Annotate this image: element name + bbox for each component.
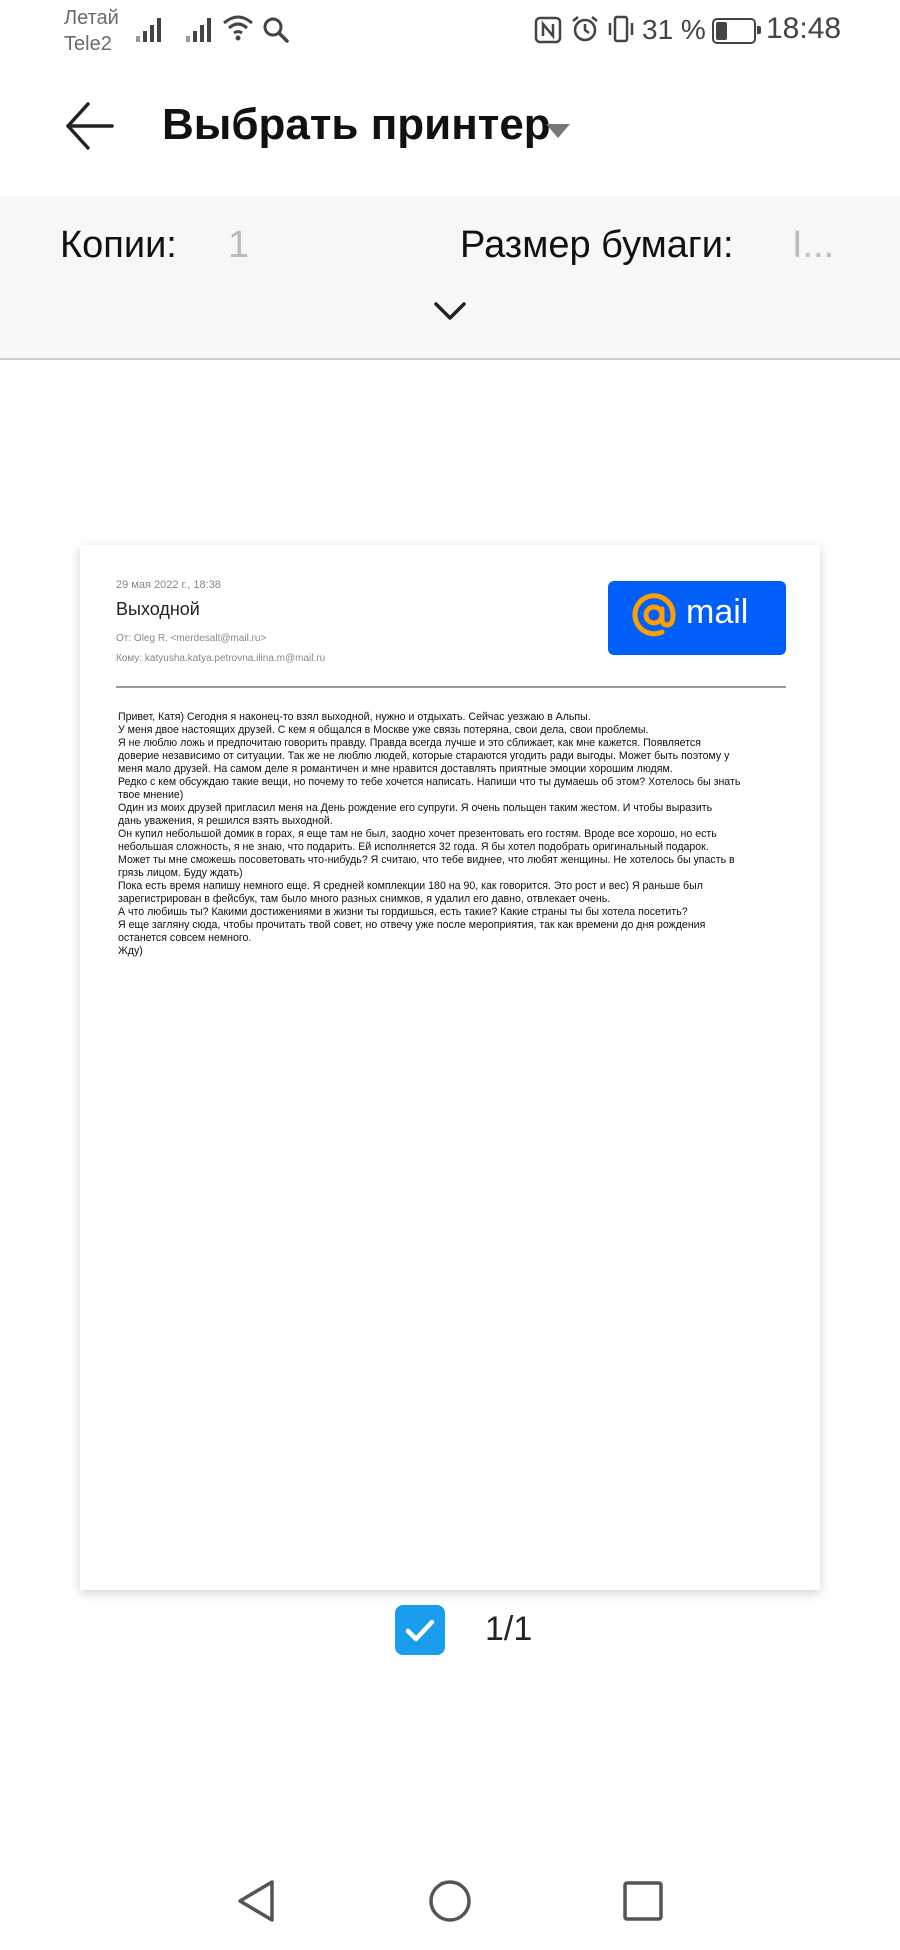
at-sign-icon [632,593,676,637]
body-line: Привет, Катя) Сегодня я наконец-то взял выходной, нужно и отдыхать. Сейчас уезжаю в Альпы. [118,711,591,723]
search-icon [262,16,290,44]
mail-logo-text: mail [686,593,749,631]
battery-level [716,22,727,40]
caret-down-icon[interactable] [546,124,570,138]
battery-percent: 31 % [642,14,706,45]
email-to: Кому: katyusha.katya.petrovna.ilina.m@mail.ru [116,653,326,664]
print-options-panel [0,196,900,360]
body-line: меня мало друзей. На самом деле я романтичен и мне нравится доставлять приятные эмоции хорошим людям. [118,763,673,775]
vibrate-icon [606,14,636,44]
alarm-icon [570,14,600,44]
nfc-icon [534,16,562,44]
email-from: От: Oleg R. <merdesalt@mail.ru> [116,633,267,644]
body-line: останется совсем немного. [118,932,252,944]
wifi-icon [222,14,254,42]
email-body [118,711,788,958]
carrier-name-1: Летай [64,7,119,29]
body-line: твое мнение) [118,789,184,801]
body-line: Может ты мне сможешь посоветовать что-нибудь? Я считаю, что тебе виднее, что любят женщины. Не хотелось бы упасть в [118,854,735,866]
nav-home-icon[interactable] [425,1876,475,1926]
body-line: доверие независимо от ситуации. Так же не люблю людей, которые стараются угодить ради выгоды. Может быть поэтому у [118,750,730,762]
carrier-name-2: Tele2 [64,33,112,55]
checkmark-icon [395,1605,445,1655]
body-line: дань уважения, я решился взять выходной. [118,815,333,827]
battery-icon [712,18,756,44]
clock: 18:48 [766,12,842,45]
status-bar [0,0,900,64]
body-line: А что любишь ты? Какими достижениями в жизни ты гордишься, есть такие? Какие страны ты бы хотела посетить? [118,906,688,918]
page-counter: 1/1 [485,1610,533,1648]
header-divider [116,686,786,688]
body-line: Я не люблю ложь и предпочитаю говорить правду. Правда всегда лучше и это сближает, как мне кажется. Появляется [118,737,701,749]
printer-select-title[interactable]: Выбрать принтер [162,100,551,149]
body-line: грязь лицом. Буду ждать) [118,867,243,879]
body-line: Один из моих друзей пригласил меня на День рождение его супруги. Я очень польщен таким жестом. И чтобы выразить [118,802,713,814]
body-line: небольшая сложность, я не знаю, что подарить. Ей исполняется 32 года. Я бы хотел подобрать оригинальный подарок. [118,841,709,853]
body-line: Жду) [118,945,143,957]
copies-value[interactable]: 1 [228,224,250,266]
paper-size-label: Размер бумаги: [460,224,734,266]
email-subject: Выходной [116,599,200,619]
print-preview-page[interactable] [80,545,820,1590]
signal-2-icon [186,18,216,42]
nav-recents-icon[interactable] [618,1876,668,1926]
body-line: Пока есть время напишу немного еще. Я средней комплекции 180 на 90, как говорится. Это рост и вес) Я раньше был [118,880,703,892]
copies-label: Копии: [60,224,177,266]
body-line: У меня двое настоящих друзей. С кем я общался в Москве уже связь потеряна, свои дела, свои проблемы. [118,724,649,736]
page-select-checkbox[interactable] [395,1605,445,1655]
arrow-left-icon[interactable] [60,96,120,156]
nav-back-icon[interactable] [232,1876,282,1926]
paper-size-value[interactable]: I... [792,224,835,266]
email-date: 29 мая 2022 г., 18:38 [116,579,221,591]
mail-logo [608,581,786,655]
body-line: Он купил небольшой домик в горах, я еще там не был, заодно хочет презентовать его гостям. Вроде все хорошо, но есть [118,828,717,840]
body-line: Редко с кем обсуждаю такие вещи, но почему то тебе хочется написать. Напиши что ты думаешь об этом? Хотелось бы знать [118,776,741,788]
signal-1-icon [136,18,166,42]
body-line: зарегистрирован в фейсбук, там было много разных снимков, я удалил его давно, отвлекает очень. [118,893,611,905]
chevron-down-icon[interactable] [428,296,472,326]
body-line: Я еще загляну сюда, чтобы прочитать твой совет, но отвечу уже после мероприятия, так как времени до дня рождения [118,919,706,931]
